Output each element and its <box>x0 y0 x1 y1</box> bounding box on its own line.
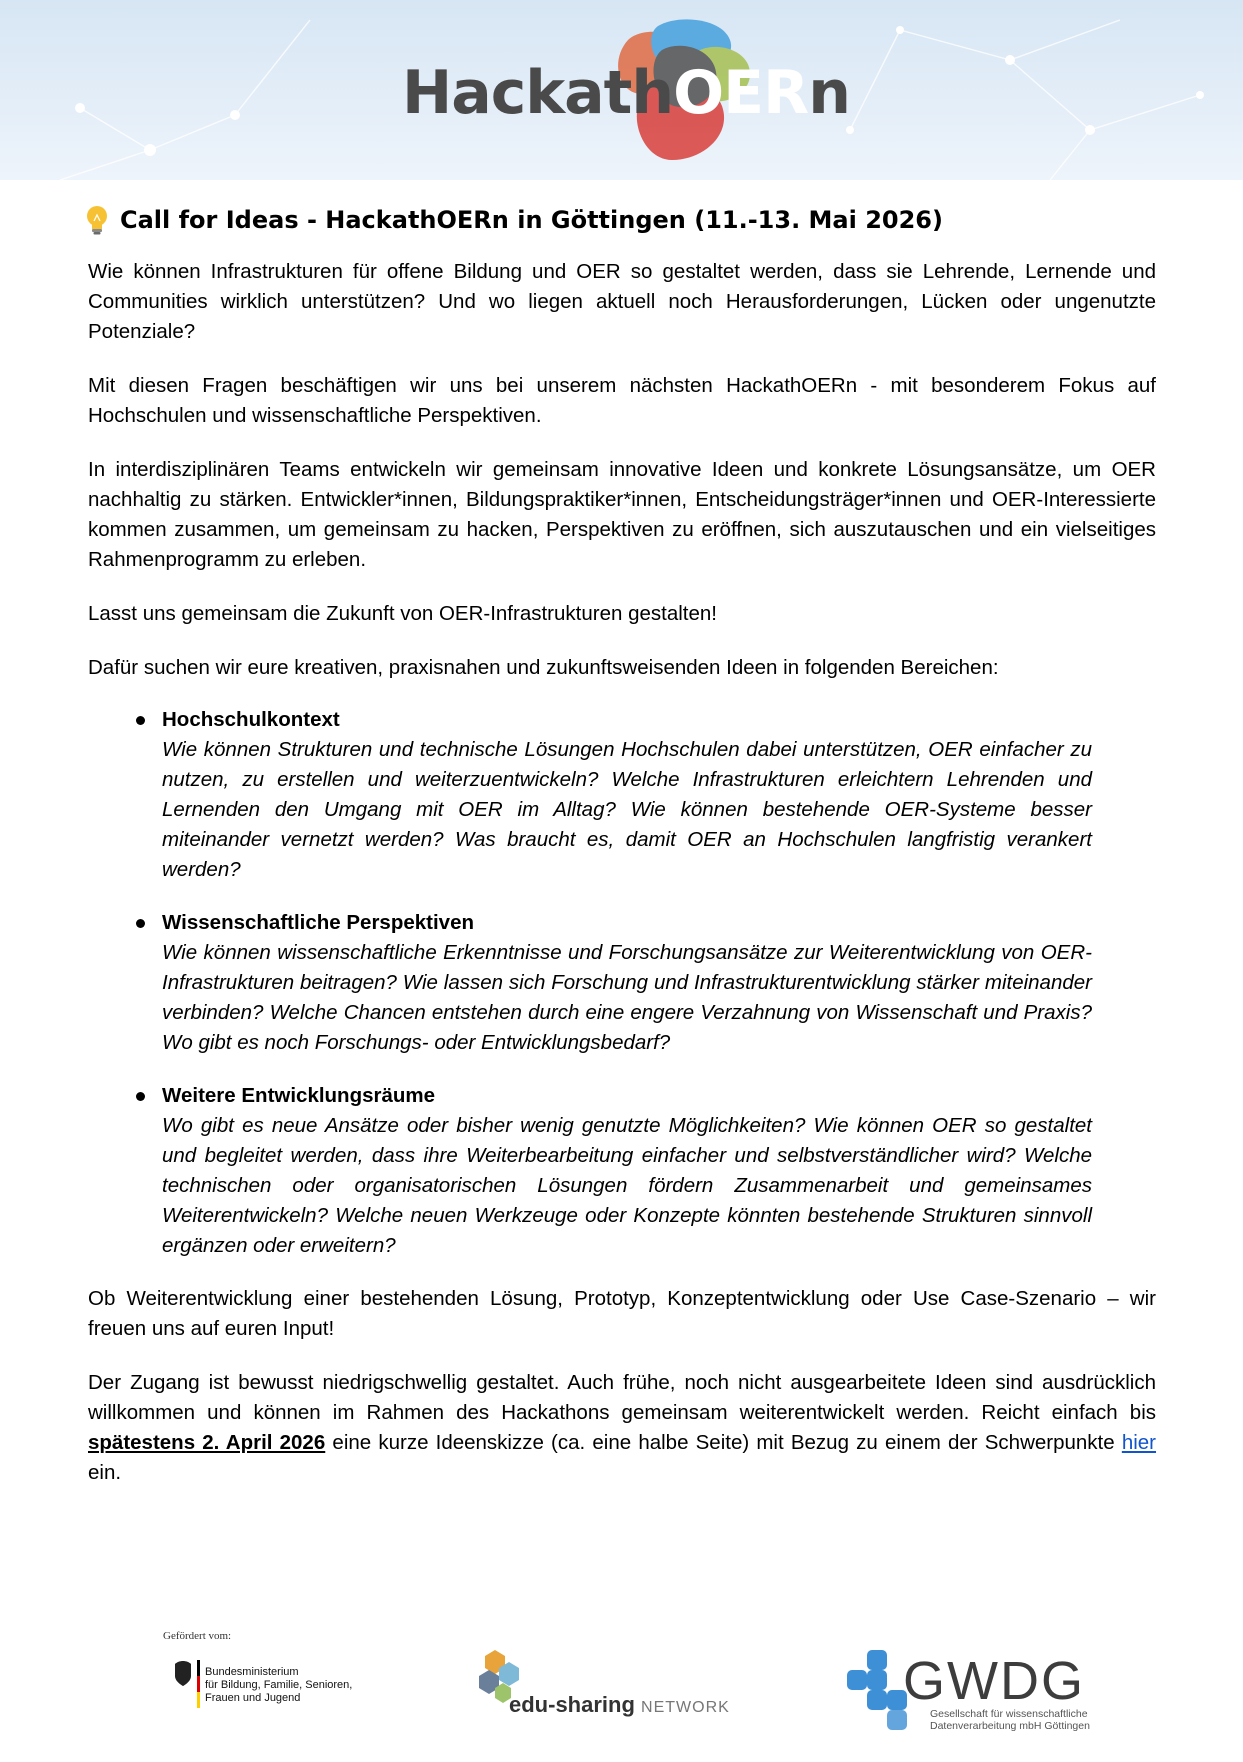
bullet-icon <box>136 716 145 725</box>
list-item <box>88 705 1156 885</box>
submission-text: Der Zugang ist bewusst niedrigschwellig gestaltet. Auch frühe, noch nicht ausgearbeitete Ideen sind ausdrücklich willkommen und können im Rahmen des Hackathons gemeinsam weiterentwickelt werden. Reicht einfach bis <box>88 1371 1156 1424</box>
areas-intro-paragraph: Dafür suchen wir eure kreativen, praxisnahen und zukunftsweisenden Ideen in folgenden Bereichen: <box>88 656 999 679</box>
gwdg-subtitle <box>930 1708 1090 1732</box>
bmbf-line: Bundesministerium <box>205 1666 299 1678</box>
focus-areas-list <box>88 705 1156 1261</box>
input-paragraph: Ob Weiterentwicklung einer bestehenden Lösung, Prototyp, Konzeptentwicklung oder Use Case-Szenario – wir freuen uns auf euren Input! <box>88 1287 1156 1340</box>
bullet-icon <box>136 919 145 928</box>
lightbulb-icon <box>84 205 110 235</box>
edu-sharing-word: edu-sharing <box>509 1692 635 1717</box>
header-banner <box>0 0 1243 180</box>
edu-sharing-name <box>509 1692 730 1718</box>
area-heading: Hochschulkontext <box>162 708 340 731</box>
bullet-icon <box>136 1092 145 1101</box>
footer-logos <box>0 1610 1243 1760</box>
list-item <box>88 908 1156 1058</box>
deadline-text: spätestens 2. April 2026 <box>88 1431 326 1454</box>
area-description: Wie können Strukturen und technische Lösungen Hochschulen dabei unterstützen, OER einfacher zu nutzen, zu erstellen und weiterzuentwickeln? Welche Infrastrukturen erleichtern Lehrenden und Lernenden den Umgang mit OER im Alltag? Wie können bestehende OER-Systeme besser miteinander vernetzt werden? Was braucht es, damit OER an Hochschulen langfristig verankert werden? <box>162 738 1092 881</box>
submission-text-3: ein. <box>88 1461 122 1484</box>
slogan-paragraph: Lasst uns gemeinsam die Zukunft von OER-Infrastrukturen gestalten! <box>88 602 717 625</box>
gwdg-sub-line: Datenverarbeitung mbH Göttingen <box>930 1720 1090 1732</box>
area-heading: Weitere Entwicklungsräume <box>162 1084 436 1107</box>
focus-paragraph: Mit diesen Fragen beschäftigen wir uns bei unserem nächsten HackathOERn - mit besonderem Fokus auf Hochschulen und wissenschaftliche Perspektiven. <box>88 374 1156 427</box>
gwdg-sub-line: Gesellschaft für wissenschaftliche <box>930 1708 1088 1720</box>
logo-wordmark: HackathOERn <box>402 58 850 128</box>
page-title <box>84 205 1156 235</box>
area-description: Wo gibt es neue Ansätze oder bisher wenig genutzte Möglichkeiten? Wie können OER so gestaltet und begleitet werden, dass ihre Weiterbearbeitung einfacher und selbstverständlicher wird? Welche technischen oder organisatorischen Lösungen fördern Zusammenarbeit und gemeinsames Weiterentwickeln? Welche neuen Werkzeuge oder Konzepte könnten bestehende Strukturen sinnvoll ergänzen oder erweitern? <box>162 1114 1092 1257</box>
bmbf-line: für Bildung, Familie, Senioren, <box>205 1679 353 1691</box>
gwdg-name: GWDG <box>903 1651 1085 1711</box>
submission-link[interactable]: hier <box>1121 1431 1157 1454</box>
title-text: Call for Ideas - HackathOERn in Göttingen (11.-13. Mai 2026) <box>120 206 943 234</box>
submission-text-2: eine kurze Ideenskizze (ca. eine halbe Seite) mit Bezug zu einem der Schwerpunkte <box>325 1431 1122 1454</box>
teams-paragraph: In interdisziplinären Teams entwickeln wir gemeinsam innovative Ideen und konkrete Lösungsansätze, um OER nachhaltig zu stärken. Entwickler*innen, Bildungspraktiker*innen, Entscheidungsträger*innen und OER-Interessierte kommen zusammen, um gemeinsam zu hacken, Perspektiven zu eröffnen, sich auszutauschen und ein vielseitiges Rahmenprogramm zu erleben. <box>88 458 1156 571</box>
bmbf-line: Frauen und Jugend <box>205 1692 301 1704</box>
area-heading: Wissenschaftliche Perspektiven <box>162 911 475 934</box>
submission-paragraph <box>88 1368 1156 1488</box>
bmbf-name <box>205 1666 352 1705</box>
edu-network-word: NETWORK <box>641 1699 730 1716</box>
area-description: Wie können wissenschaftliche Erkenntnisse und Forschungsansätze zur Weiterentwicklung von OER-Infrastrukturen beitragen? Wie lassen sich Forschung und Infrastrukturentwicklung stärker miteinander verbinden? Welche Chancen entstehen durch eine engere Verzahnung von Wissenschaft und Praxis? Wo gibt es noch Forschungs- oder Entwicklungsbedarf? <box>162 941 1092 1054</box>
funded-label: Gefördert vom: <box>163 1630 232 1642</box>
main-content <box>88 205 1156 1512</box>
list-item <box>88 1081 1156 1261</box>
intro-paragraph: Wie können Infrastrukturen für offene Bildung und OER so gestaltet werden, dass sie Lehrende, Lernende und Communities wirklich unterstützen? Und wo liegen aktuell noch Herausforderungen, Lücken oder ungenutzte Potenziale? <box>88 260 1156 343</box>
